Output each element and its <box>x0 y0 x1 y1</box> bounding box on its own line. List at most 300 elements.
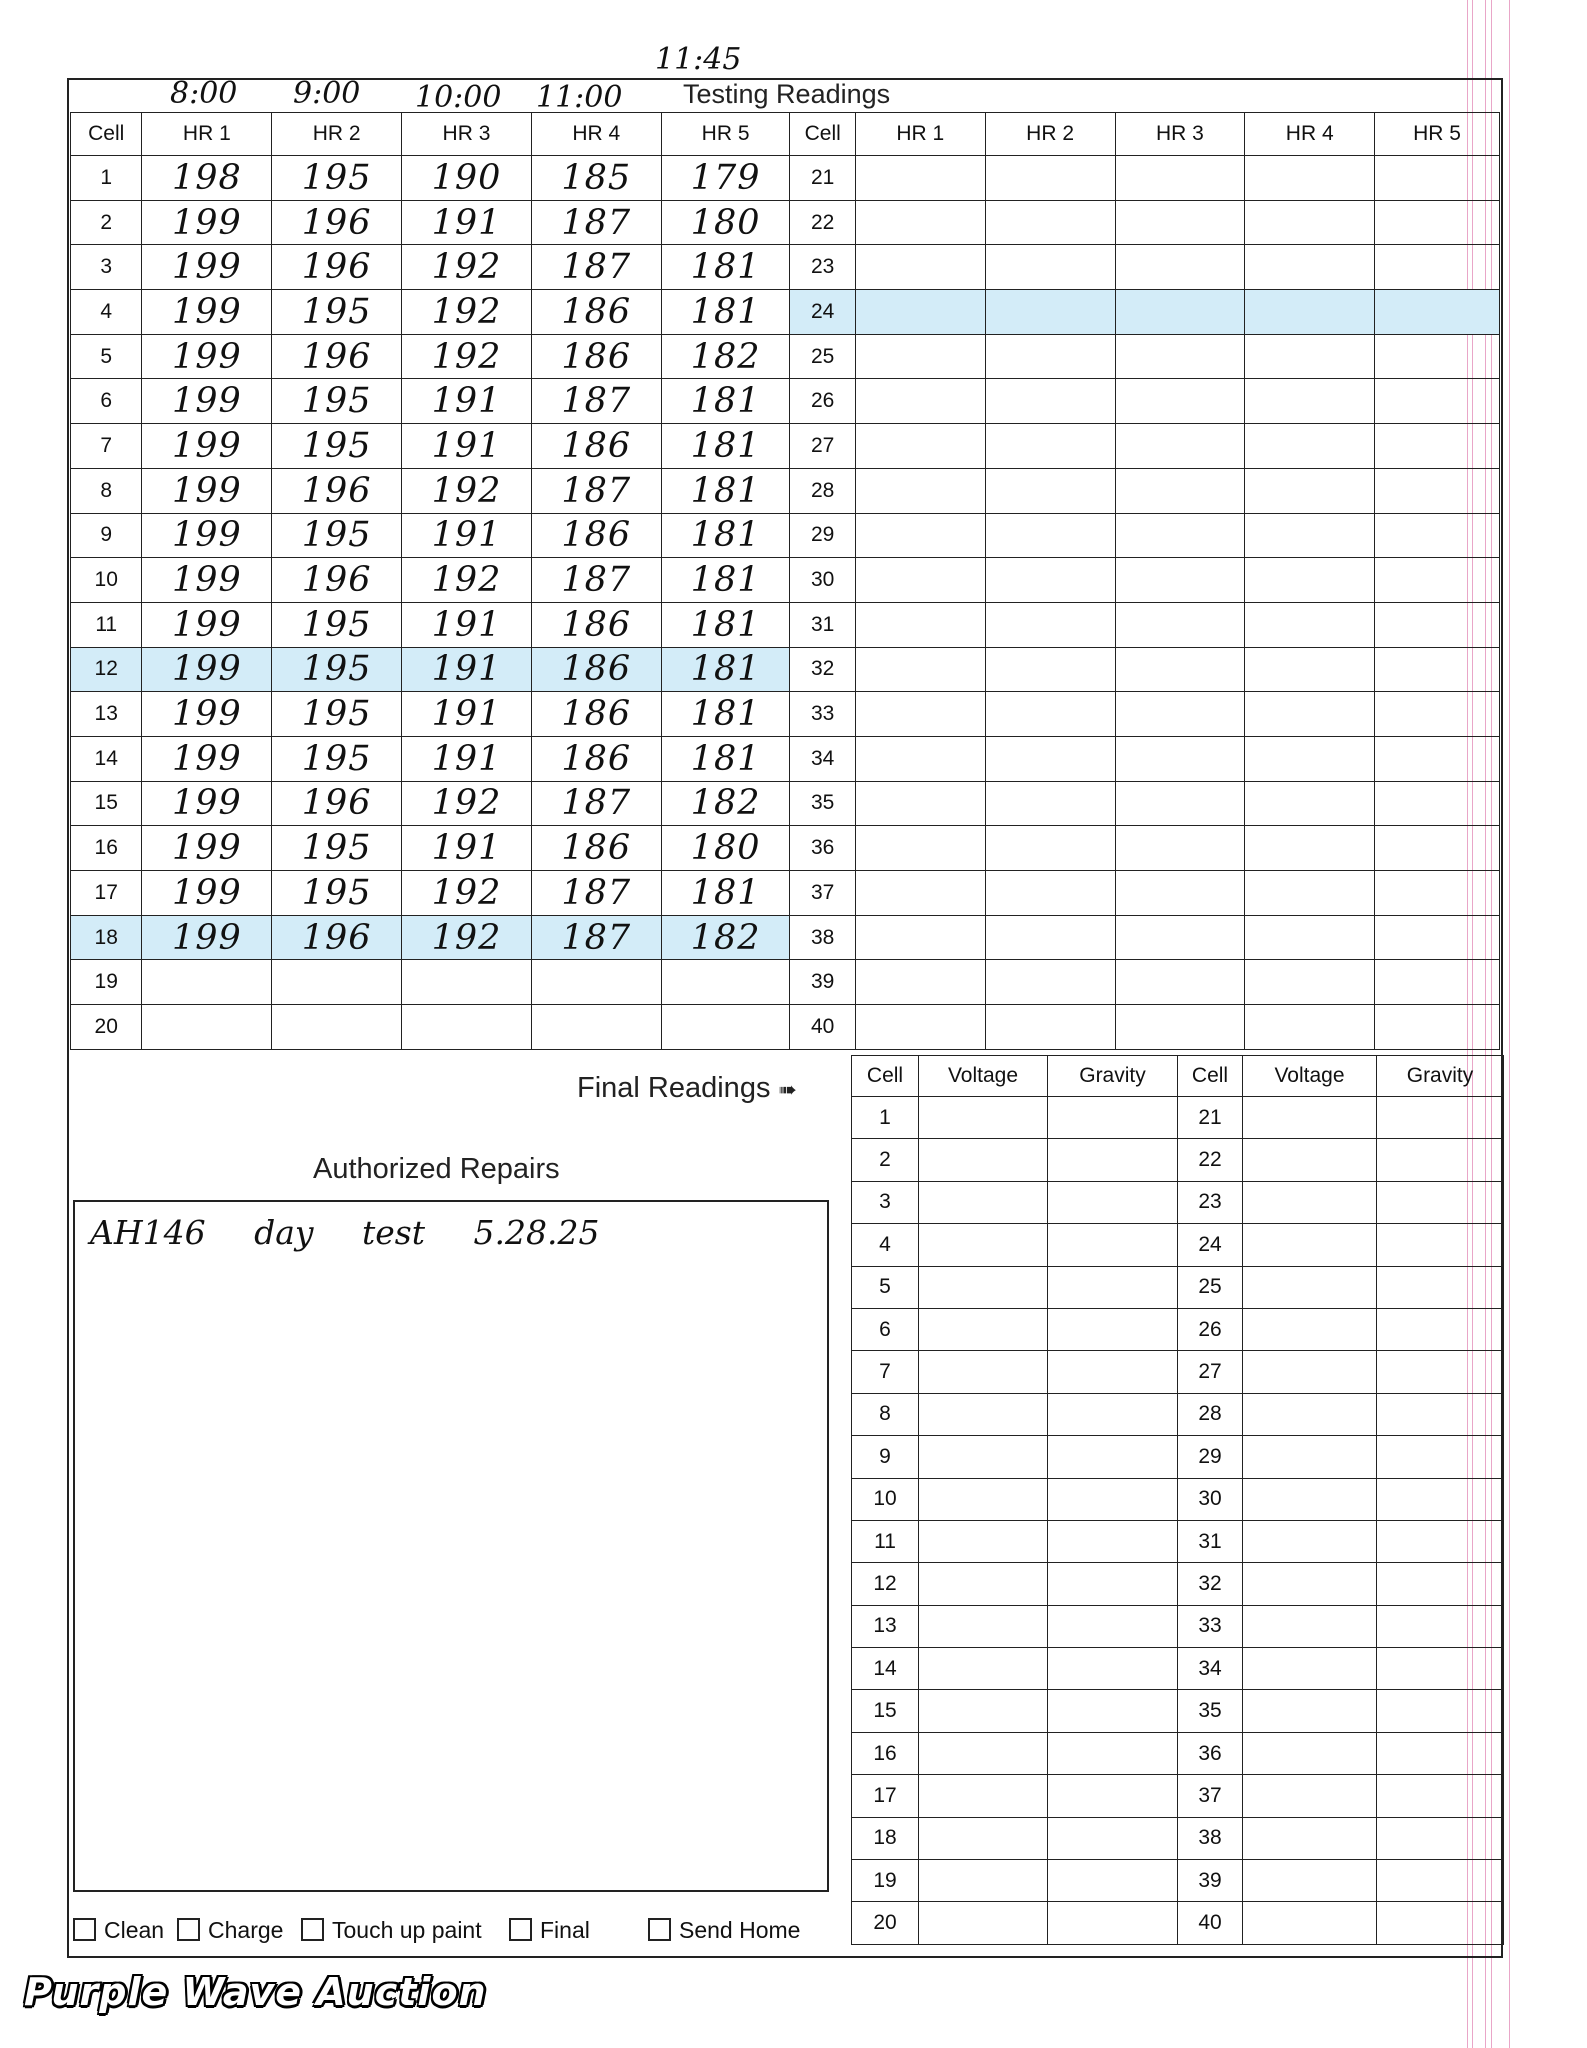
reading-cell[interactable] <box>1245 960 1375 1005</box>
voltage-cell[interactable] <box>1243 1393 1377 1435</box>
reading-cell[interactable]: 181 <box>661 692 790 737</box>
reading-cell[interactable] <box>855 245 985 290</box>
reading-cell[interactable] <box>1245 424 1375 469</box>
reading-cell[interactable]: 186 <box>531 513 661 558</box>
reading-cell[interactable] <box>985 647 1115 692</box>
gravity-cell[interactable] <box>1048 1478 1178 1520</box>
reading-cell[interactable] <box>1375 960 1500 1005</box>
reading-cell[interactable] <box>1115 781 1245 826</box>
reading-cell[interactable] <box>855 692 985 737</box>
cell-number: 19 <box>852 1860 919 1902</box>
gravity-cell[interactable] <box>1048 1648 1178 1690</box>
reading-cell[interactable] <box>142 960 272 1005</box>
reading-cell[interactable] <box>1115 915 1245 960</box>
checkbox-clean[interactable]: Clean <box>73 1917 164 1944</box>
reading-cell[interactable] <box>985 156 1115 201</box>
reading-cell[interactable]: 190 <box>402 156 532 201</box>
reading-cell[interactable]: 196 <box>272 334 402 379</box>
voltage-cell[interactable] <box>919 1648 1048 1690</box>
reading-cell[interactable]: 179 <box>661 156 790 201</box>
cell-number: 27 <box>1178 1351 1243 1393</box>
gravity-cell[interactable] <box>1048 1393 1178 1435</box>
reading-cell[interactable] <box>1115 424 1245 469</box>
reading-cell[interactable]: 181 <box>661 871 790 916</box>
reading-cell[interactable] <box>1115 468 1245 513</box>
reading-cell[interactable]: 187 <box>531 379 661 424</box>
reading-cell[interactable] <box>855 468 985 513</box>
reading-cell[interactable] <box>1115 602 1245 647</box>
voltage-cell[interactable] <box>1243 1648 1377 1690</box>
reading-cell[interactable]: 187 <box>531 781 661 826</box>
reading-cell[interactable] <box>855 647 985 692</box>
voltage-cell[interactable] <box>919 1860 1048 1902</box>
cell-number: 32 <box>1178 1563 1243 1605</box>
reading-cell[interactable] <box>1115 290 1245 335</box>
voltage-cell[interactable] <box>919 1097 1048 1139</box>
reading-cell[interactable]: 181 <box>661 558 790 603</box>
reading-cell[interactable] <box>985 602 1115 647</box>
reading-cell[interactable]: 199 <box>142 379 272 424</box>
reading-cell[interactable]: 192 <box>402 468 532 513</box>
reading-cell[interactable] <box>985 558 1115 603</box>
reading-cell[interactable] <box>402 960 532 1005</box>
voltage-cell[interactable] <box>919 1775 1048 1817</box>
reading-cell[interactable] <box>1245 558 1375 603</box>
reading-cell[interactable] <box>985 960 1115 1005</box>
reading-cell[interactable] <box>855 334 985 379</box>
reading-cell[interactable] <box>1245 692 1375 737</box>
reading-cell[interactable] <box>1115 513 1245 558</box>
reading-cell[interactable]: 192 <box>402 558 532 603</box>
reading-cell[interactable]: 192 <box>402 334 532 379</box>
reading-cell[interactable]: 195 <box>272 736 402 781</box>
table-row <box>852 1520 1504 1562</box>
reading-cell[interactable]: 181 <box>661 602 790 647</box>
reading-cell[interactable]: 186 <box>531 692 661 737</box>
reading-cell[interactable] <box>1245 156 1375 201</box>
reading-cell[interactable]: 198 <box>142 156 272 201</box>
checkbox-send-home[interactable]: Send Home <box>648 1917 800 1944</box>
reading-cell[interactable] <box>1375 781 1500 826</box>
voltage-cell[interactable] <box>1243 1436 1377 1478</box>
reading-cell[interactable] <box>855 915 985 960</box>
voltage-cell[interactable] <box>919 1436 1048 1478</box>
voltage-cell[interactable] <box>919 1308 1048 1350</box>
voltage-cell[interactable] <box>919 1690 1048 1732</box>
reading-cell[interactable]: 196 <box>272 781 402 826</box>
reading-cell[interactable] <box>855 602 985 647</box>
reading-cell[interactable]: 195 <box>272 692 402 737</box>
reading-cell[interactable]: 199 <box>142 200 272 245</box>
reading-cell[interactable] <box>1375 647 1500 692</box>
reading-cell[interactable]: 192 <box>402 915 532 960</box>
cell-number: 32 <box>790 647 855 692</box>
reading-cell[interactable] <box>1245 245 1375 290</box>
reading-cell[interactable]: 195 <box>272 826 402 871</box>
reading-cell[interactable] <box>1375 736 1500 781</box>
reading-cell[interactable]: 186 <box>531 602 661 647</box>
reading-cell[interactable]: 181 <box>661 379 790 424</box>
reading-cell[interactable]: 187 <box>531 200 661 245</box>
reading-cell[interactable] <box>1115 1005 1245 1050</box>
reading-cell[interactable] <box>985 692 1115 737</box>
gravity-cell[interactable] <box>1377 1097 1504 1139</box>
authorized-repairs-box[interactable] <box>73 1200 829 1892</box>
reading-cell[interactable] <box>855 558 985 603</box>
reading-cell[interactable] <box>855 200 985 245</box>
reading-cell[interactable]: 181 <box>661 290 790 335</box>
repair-note: AH146 day test 5.28.25 <box>90 1213 600 1252</box>
reading-cell[interactable] <box>855 290 985 335</box>
reading-cell[interactable]: 181 <box>661 736 790 781</box>
reading-cell[interactable] <box>1245 647 1375 692</box>
reading-cell[interactable]: 196 <box>272 468 402 513</box>
reading-cell[interactable] <box>985 200 1115 245</box>
reading-cell[interactable] <box>1115 736 1245 781</box>
gravity-cell[interactable] <box>1377 1393 1504 1435</box>
voltage-cell[interactable] <box>1243 1224 1377 1266</box>
reading-cell[interactable] <box>1375 692 1500 737</box>
gravity-cell[interactable] <box>1048 1351 1178 1393</box>
gravity-cell[interactable] <box>1048 1097 1178 1139</box>
voltage-cell[interactable] <box>1243 1520 1377 1562</box>
reading-cell[interactable]: 182 <box>661 915 790 960</box>
reading-cell[interactable]: 192 <box>402 290 532 335</box>
reading-cell[interactable]: 181 <box>661 424 790 469</box>
reading-cell[interactable] <box>985 245 1115 290</box>
reading-cell[interactable] <box>1375 290 1500 335</box>
reading-cell[interactable]: 195 <box>272 290 402 335</box>
cell-number: 31 <box>790 602 855 647</box>
reading-cell[interactable]: 199 <box>142 602 272 647</box>
gravity-cell[interactable] <box>1377 1351 1504 1393</box>
voltage-cell[interactable] <box>919 1563 1048 1605</box>
gravity-cell[interactable] <box>1377 1902 1504 1944</box>
gravity-cell[interactable] <box>1048 1817 1178 1859</box>
reading-cell[interactable] <box>985 871 1115 916</box>
voltage-cell[interactable] <box>1243 1181 1377 1223</box>
reading-cell[interactable]: 191 <box>402 736 532 781</box>
reading-cell[interactable]: 192 <box>402 871 532 916</box>
reading-cell[interactable]: 191 <box>402 200 532 245</box>
reading-cell[interactable] <box>272 960 402 1005</box>
gravity-cell[interactable] <box>1048 1520 1178 1562</box>
reading-cell[interactable] <box>1245 915 1375 960</box>
gravity-cell[interactable] <box>1377 1775 1504 1817</box>
reading-cell[interactable]: 191 <box>402 692 532 737</box>
gravity-cell[interactable] <box>1377 1478 1504 1520</box>
reading-cell[interactable]: 187 <box>531 468 661 513</box>
reading-cell[interactable] <box>1115 692 1245 737</box>
reading-cell[interactable] <box>661 1005 790 1050</box>
reading-cell[interactable] <box>531 960 661 1005</box>
voltage-cell[interactable] <box>1243 1902 1377 1944</box>
gravity-cell[interactable] <box>1048 1860 1178 1902</box>
voltage-cell[interactable] <box>1243 1139 1377 1181</box>
voltage-cell[interactable] <box>1243 1308 1377 1350</box>
gravity-cell[interactable] <box>1048 1224 1178 1266</box>
reading-cell[interactable]: 195 <box>272 156 402 201</box>
checkbox-charge[interactable]: Charge <box>177 1917 283 1944</box>
reading-cell[interactable]: 191 <box>402 513 532 558</box>
reading-cell[interactable]: 199 <box>142 871 272 916</box>
voltage-cell[interactable] <box>1243 1860 1377 1902</box>
reading-cell[interactable]: 187 <box>531 871 661 916</box>
voltage-cell[interactable] <box>919 1266 1048 1308</box>
reading-cell[interactable]: 199 <box>142 334 272 379</box>
voltage-cell[interactable] <box>919 1817 1048 1859</box>
reading-cell[interactable] <box>855 871 985 916</box>
reading-cell[interactable]: 199 <box>142 915 272 960</box>
reading-cell[interactable]: 199 <box>142 736 272 781</box>
reading-cell[interactable] <box>1375 558 1500 603</box>
gravity-cell[interactable] <box>1048 1732 1178 1774</box>
reading-cell[interactable]: 199 <box>142 781 272 826</box>
gravity-cell[interactable] <box>1377 1732 1504 1774</box>
reading-cell[interactable] <box>855 736 985 781</box>
reading-cell[interactable] <box>855 424 985 469</box>
reading-cell[interactable] <box>1115 558 1245 603</box>
reading-cell[interactable] <box>1245 602 1375 647</box>
reading-cell[interactable]: 196 <box>272 558 402 603</box>
voltage-cell[interactable] <box>1243 1266 1377 1308</box>
reading-cell[interactable] <box>272 1005 402 1050</box>
reading-cell[interactable] <box>1375 334 1500 379</box>
reading-cell[interactable] <box>1115 245 1245 290</box>
voltage-cell[interactable] <box>919 1181 1048 1223</box>
reading-cell[interactable] <box>1375 245 1500 290</box>
reading-cell[interactable]: 191 <box>402 647 532 692</box>
voltage-cell[interactable] <box>919 1605 1048 1647</box>
reading-cell[interactable]: 195 <box>272 602 402 647</box>
table-row <box>71 334 1500 379</box>
reading-cell[interactable] <box>985 379 1115 424</box>
reading-cell[interactable]: 199 <box>142 558 272 603</box>
cell-number: 6 <box>71 379 142 424</box>
reading-cell[interactable]: 186 <box>531 334 661 379</box>
cell-number: 1 <box>71 156 142 201</box>
reading-cell[interactable]: 181 <box>661 468 790 513</box>
voltage-cell[interactable] <box>919 1139 1048 1181</box>
reading-cell[interactable] <box>1375 424 1500 469</box>
reading-cell[interactable] <box>1375 513 1500 558</box>
reading-cell[interactable] <box>855 960 985 1005</box>
reading-cell[interactable]: 180 <box>661 200 790 245</box>
reading-cell[interactable] <box>1245 200 1375 245</box>
reading-cell[interactable]: 186 <box>531 290 661 335</box>
reading-cell[interactable]: 196 <box>272 915 402 960</box>
reading-cell[interactable]: 199 <box>142 513 272 558</box>
reading-cell[interactable]: 182 <box>661 334 790 379</box>
reading-cell[interactable] <box>985 334 1115 379</box>
reading-cell[interactable] <box>661 960 790 1005</box>
reading-cell[interactable]: 185 <box>531 156 661 201</box>
reading-cell[interactable] <box>985 736 1115 781</box>
reading-cell[interactable]: 199 <box>142 290 272 335</box>
reading-cell[interactable] <box>855 156 985 201</box>
reading-cell[interactable] <box>1245 290 1375 335</box>
reading-cell[interactable] <box>985 513 1115 558</box>
cell-number: 4 <box>852 1224 919 1266</box>
reading-cell[interactable]: 191 <box>402 826 532 871</box>
reading-cell[interactable] <box>1115 960 1245 1005</box>
gravity-cell[interactable] <box>1048 1605 1178 1647</box>
reading-cell[interactable] <box>1115 156 1245 201</box>
reading-cell[interactable] <box>1115 871 1245 916</box>
reading-cell[interactable] <box>1375 1005 1500 1050</box>
voltage-cell[interactable] <box>919 1732 1048 1774</box>
checkbox-final[interactable]: Final <box>509 1917 590 1944</box>
arrow-right-icon: ➠ <box>778 1077 797 1102</box>
reading-cell[interactable] <box>1245 736 1375 781</box>
reading-cell[interactable] <box>1245 781 1375 826</box>
reading-cell[interactable] <box>985 915 1115 960</box>
gravity-cell[interactable] <box>1048 1563 1178 1605</box>
gravity-cell[interactable] <box>1048 1775 1178 1817</box>
gravity-cell[interactable] <box>1377 1436 1504 1478</box>
checkbox-touch-up-paint[interactable]: Touch up paint <box>301 1917 482 1944</box>
reading-cell[interactable]: 196 <box>272 245 402 290</box>
reading-cell[interactable] <box>855 1005 985 1050</box>
voltage-cell[interactable] <box>1243 1351 1377 1393</box>
reading-cell[interactable] <box>1115 200 1245 245</box>
reading-cell[interactable] <box>1115 826 1245 871</box>
gravity-cell[interactable] <box>1377 1308 1504 1350</box>
voltage-cell[interactable] <box>1243 1478 1377 1520</box>
reading-cell[interactable] <box>1375 871 1500 916</box>
reading-cell[interactable]: 187 <box>531 558 661 603</box>
reading-cell[interactable] <box>855 379 985 424</box>
gravity-cell[interactable] <box>1377 1520 1504 1562</box>
reading-cell[interactable] <box>855 781 985 826</box>
reading-cell[interactable]: 181 <box>661 647 790 692</box>
reading-cell[interactable] <box>1115 647 1245 692</box>
gravity-cell[interactable] <box>1048 1436 1178 1478</box>
gravity-cell[interactable] <box>1377 1224 1504 1266</box>
reading-cell[interactable] <box>1375 156 1500 201</box>
reading-cell[interactable] <box>855 826 985 871</box>
cell-number: 38 <box>790 915 855 960</box>
reading-cell[interactable] <box>531 1005 661 1050</box>
reading-cell[interactable] <box>985 781 1115 826</box>
reading-cell[interactable] <box>855 513 985 558</box>
voltage-cell[interactable] <box>1243 1690 1377 1732</box>
voltage-cell[interactable] <box>919 1520 1048 1562</box>
reading-cell[interactable]: 191 <box>402 602 532 647</box>
gravity-cell[interactable] <box>1048 1308 1178 1350</box>
reading-cell[interactable] <box>402 1005 532 1050</box>
voltage-cell[interactable] <box>919 1224 1048 1266</box>
gravity-cell[interactable] <box>1377 1266 1504 1308</box>
reading-cell[interactable]: 180 <box>661 826 790 871</box>
reading-cell[interactable]: 199 <box>142 692 272 737</box>
gravity-cell[interactable] <box>1048 1902 1178 1944</box>
reading-cell[interactable] <box>1245 379 1375 424</box>
gravity-cell[interactable] <box>1377 1139 1504 1181</box>
gravity-cell[interactable] <box>1377 1648 1504 1690</box>
reading-cell[interactable]: 181 <box>661 245 790 290</box>
voltage-cell[interactable] <box>1243 1817 1377 1859</box>
reading-cell[interactable]: 186 <box>531 647 661 692</box>
reading-cell[interactable] <box>1375 379 1500 424</box>
reading-cell[interactable]: 186 <box>531 826 661 871</box>
gravity-cell[interactable] <box>1377 1605 1504 1647</box>
reading-cell[interactable]: 196 <box>272 200 402 245</box>
reading-cell[interactable]: 186 <box>531 736 661 781</box>
reading-cell[interactable]: 195 <box>272 513 402 558</box>
reading-cell[interactable] <box>1245 334 1375 379</box>
gravity-cell[interactable] <box>1377 1690 1504 1732</box>
reading-cell[interactable] <box>1375 200 1500 245</box>
reading-cell[interactable] <box>1245 826 1375 871</box>
voltage-cell[interactable] <box>1243 1563 1377 1605</box>
reading-cell[interactable]: 182 <box>661 781 790 826</box>
voltage-cell[interactable] <box>919 1351 1048 1393</box>
reading-cell[interactable] <box>1115 379 1245 424</box>
reading-cell[interactable]: 199 <box>142 468 272 513</box>
reading-cell[interactable] <box>1245 468 1375 513</box>
reading-cell[interactable]: 199 <box>142 424 272 469</box>
reading-cell[interactable] <box>1375 915 1500 960</box>
reading-cell[interactable]: 187 <box>531 245 661 290</box>
reading-cell[interactable] <box>985 424 1115 469</box>
cell-number: 17 <box>852 1775 919 1817</box>
voltage-cell[interactable] <box>919 1393 1048 1435</box>
reading-cell[interactable]: 199 <box>142 647 272 692</box>
gravity-cell[interactable] <box>1377 1181 1504 1223</box>
voltage-cell[interactable] <box>1243 1605 1377 1647</box>
reading-cell[interactable] <box>1245 513 1375 558</box>
reading-cell[interactable]: 191 <box>402 424 532 469</box>
reading-cell[interactable] <box>1245 1005 1375 1050</box>
reading-cell[interactable] <box>985 826 1115 871</box>
gravity-cell[interactable] <box>1048 1181 1178 1223</box>
reading-cell[interactable] <box>142 1005 272 1050</box>
reading-cell[interactable]: 191 <box>402 379 532 424</box>
voltage-cell[interactable] <box>1243 1097 1377 1139</box>
reading-cell[interactable]: 181 <box>661 513 790 558</box>
reading-cell[interactable]: 195 <box>272 379 402 424</box>
reading-cell[interactable] <box>1375 468 1500 513</box>
reading-cell[interactable] <box>1375 826 1500 871</box>
reading-cell[interactable]: 186 <box>531 424 661 469</box>
reading-cell[interactable]: 192 <box>402 245 532 290</box>
reading-cell[interactable] <box>985 1005 1115 1050</box>
reading-cell[interactable] <box>1115 334 1245 379</box>
voltage-cell[interactable] <box>1243 1775 1377 1817</box>
gravity-cell[interactable] <box>1048 1690 1178 1732</box>
reading-cell[interactable]: 192 <box>402 781 532 826</box>
gravity-cell[interactable] <box>1377 1563 1504 1605</box>
voltage-cell[interactable] <box>919 1902 1048 1944</box>
gravity-cell[interactable] <box>1377 1817 1504 1859</box>
voltage-cell[interactable] <box>1243 1732 1377 1774</box>
reading-cell[interactable] <box>985 290 1115 335</box>
reading-cell[interactable]: 199 <box>142 245 272 290</box>
gravity-cell[interactable] <box>1048 1139 1178 1181</box>
gravity-cell[interactable] <box>1048 1266 1178 1308</box>
reading-cell[interactable] <box>985 468 1115 513</box>
reading-cell[interactable]: 195 <box>272 424 402 469</box>
reading-cell[interactable]: 187 <box>531 915 661 960</box>
reading-cell[interactable]: 195 <box>272 647 402 692</box>
reading-cell[interactable] <box>1245 871 1375 916</box>
reading-cell[interactable]: 199 <box>142 826 272 871</box>
gravity-cell[interactable] <box>1377 1860 1504 1902</box>
reading-cell[interactable]: 195 <box>272 871 402 916</box>
voltage-cell[interactable] <box>919 1478 1048 1520</box>
reading-cell[interactable] <box>1375 602 1500 647</box>
